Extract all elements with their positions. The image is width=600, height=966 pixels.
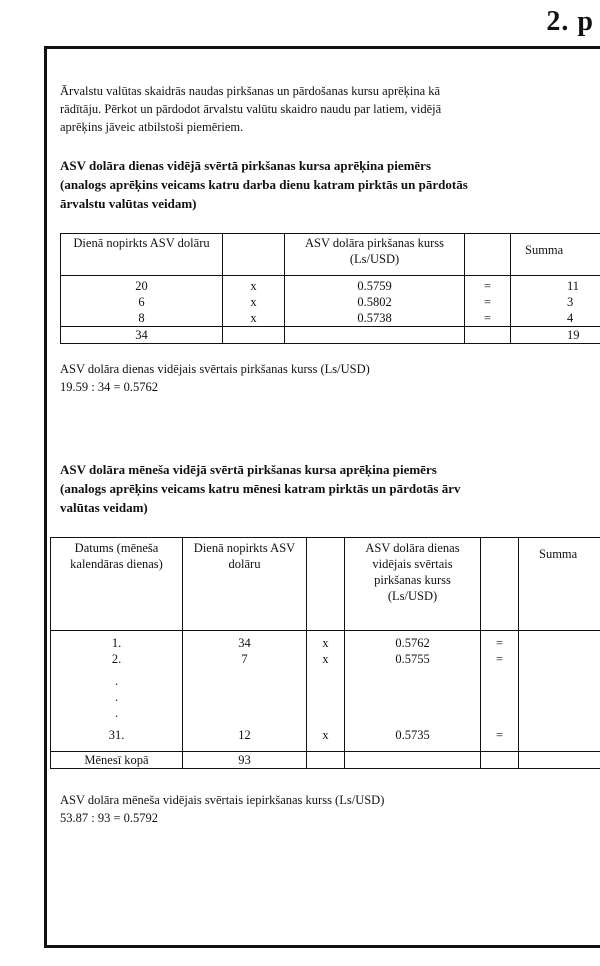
sum-cell [511, 276, 600, 327]
title-line: ārvalstu valūtas veidam) [60, 196, 197, 211]
times-sign: x [322, 652, 329, 666]
equals-sign: = [495, 636, 504, 650]
total-empty [307, 752, 345, 769]
daily-section-title [60, 156, 600, 213]
qty-value: 34 [238, 636, 251, 650]
header-rate-line: (Ls/USD) [387, 589, 438, 603]
sum-value: 11 [567, 279, 580, 293]
header-rate: ASV dolāra pirkšanas kurss (Ls/USD) [285, 234, 465, 276]
table-row [61, 276, 600, 327]
header-rate-line: vidējais svērtais [372, 557, 453, 571]
equals-cell [481, 631, 519, 752]
rate-cell [285, 276, 465, 327]
equals-sign: = [495, 728, 504, 742]
document-body [60, 82, 600, 827]
monthly-result [60, 791, 600, 827]
times-sign: x [250, 311, 257, 325]
equals-sign: = [483, 279, 492, 293]
intro-line: Ārvalstu valūtas skaidrās naudas pirkšanas un pārdošanas kursu aprēķina kā [60, 84, 441, 98]
header-rate-line: ASV dolāra dienas [365, 541, 460, 555]
header-rate-line: pirkšanas kurss [374, 573, 451, 587]
header-sum: Summa [511, 234, 600, 276]
total-empty [519, 752, 600, 769]
rate-value: 0.5755 [395, 652, 430, 666]
qty-value: 12 [238, 728, 251, 742]
header-bought: Dienā nopirkts ASV dolāru [183, 538, 307, 631]
times-sign: x [250, 279, 257, 293]
title-line: (analogs aprēķins veicams katru mēnesi katram pirktās un pārdotās ārv [60, 481, 461, 496]
title-line: valūtas veidam) [60, 500, 148, 515]
rate-cell [345, 631, 481, 752]
total-empty [345, 752, 481, 769]
ellipsis-dot: . [114, 674, 119, 688]
intro-line: aprēķins jāveic atbilstoši piemēriem. [60, 120, 244, 134]
rate-value: 0.5762 [395, 636, 430, 650]
qty-value: 6 [138, 295, 145, 309]
times-sign: x [322, 636, 329, 650]
rate-value: 0.5738 [357, 311, 392, 325]
equals-sign: = [483, 295, 492, 309]
header-bought: Dienā nopirkts ASV dolāru [61, 234, 223, 276]
table-header-row [51, 538, 600, 631]
sum-value: 3 [567, 295, 574, 309]
times-sign: x [250, 295, 257, 309]
times-sign: x [322, 728, 329, 742]
title-line: (analogs aprēķins veicams katru darba dienu katram pirktās un pārdotās [60, 177, 468, 192]
result-label: ASV dolāra mēneša vidējais svērtais iepirkšanas kurss (Ls/USD) [60, 793, 385, 807]
header-equals [465, 234, 511, 276]
equals-sign: = [483, 311, 492, 325]
total-empty [465, 327, 511, 344]
ellipsis-dot: . [114, 690, 119, 704]
operator-cell [223, 276, 285, 327]
date-value: 31. [108, 728, 125, 742]
qty-cell [61, 276, 223, 327]
daily-rate-table [60, 233, 600, 344]
rate-value: 0.5802 [357, 295, 392, 309]
qty-value: 20 [135, 279, 148, 293]
title-line: ASV dolāra dienas vidējā svērtā pirkšanas kursa aprēķina piemērs [60, 158, 432, 173]
result-label: ASV dolāra dienas vidējais svērtais pirkšanas kurss (Ls/USD) [60, 362, 370, 376]
result-formula: 19.59 : 34 = 0.5762 [60, 380, 159, 394]
monthly-section-title [60, 460, 600, 517]
date-value: 1. [111, 636, 122, 650]
total-row [61, 327, 600, 344]
ellipsis-dot: . [114, 706, 119, 720]
equals-sign: = [495, 652, 504, 666]
title-line: ASV dolāra mēneša vidējā svērtā pirkšanas kursa aprēķina piemērs [60, 462, 437, 477]
total-sum: 19 [511, 327, 600, 344]
total-empty [285, 327, 465, 344]
intro-paragraph [60, 82, 600, 136]
operator-cell [307, 631, 345, 752]
header-sum: Summa [519, 538, 600, 631]
qty-cell [183, 631, 307, 752]
header-operator [223, 234, 285, 276]
total-row [51, 752, 600, 769]
table-row [51, 631, 600, 752]
header-date: Datums (mēneša kalendāras dienas) [51, 538, 183, 631]
date-cell [51, 631, 183, 752]
date-value: 2. [111, 652, 122, 666]
total-empty [481, 752, 519, 769]
total-empty [223, 327, 285, 344]
total-qty: 93 [183, 752, 307, 769]
header-operator [307, 538, 345, 631]
sum-cell [519, 631, 600, 752]
qty-value: 7 [241, 652, 248, 666]
rate-value: 0.5759 [357, 279, 392, 293]
daily-result [60, 360, 600, 396]
page-number: 2. p [546, 6, 594, 37]
table-header-row [61, 234, 600, 276]
rate-value: 0.5735 [395, 728, 430, 742]
total-label: Mēnesī kopā [51, 752, 183, 769]
intro-line: rādītāju. Pērkot un pārdodot ārvalstu valūtu skaidro naudu par latiem, vidējā [60, 102, 442, 116]
total-qty: 34 [61, 327, 223, 344]
qty-value: 8 [138, 311, 145, 325]
result-formula: 53.87 : 93 = 0.5792 [60, 811, 159, 825]
header-rate [345, 538, 481, 631]
header-equals [481, 538, 519, 631]
equals-cell [465, 276, 511, 327]
sum-value: 4 [567, 311, 574, 325]
monthly-rate-table [50, 537, 600, 769]
